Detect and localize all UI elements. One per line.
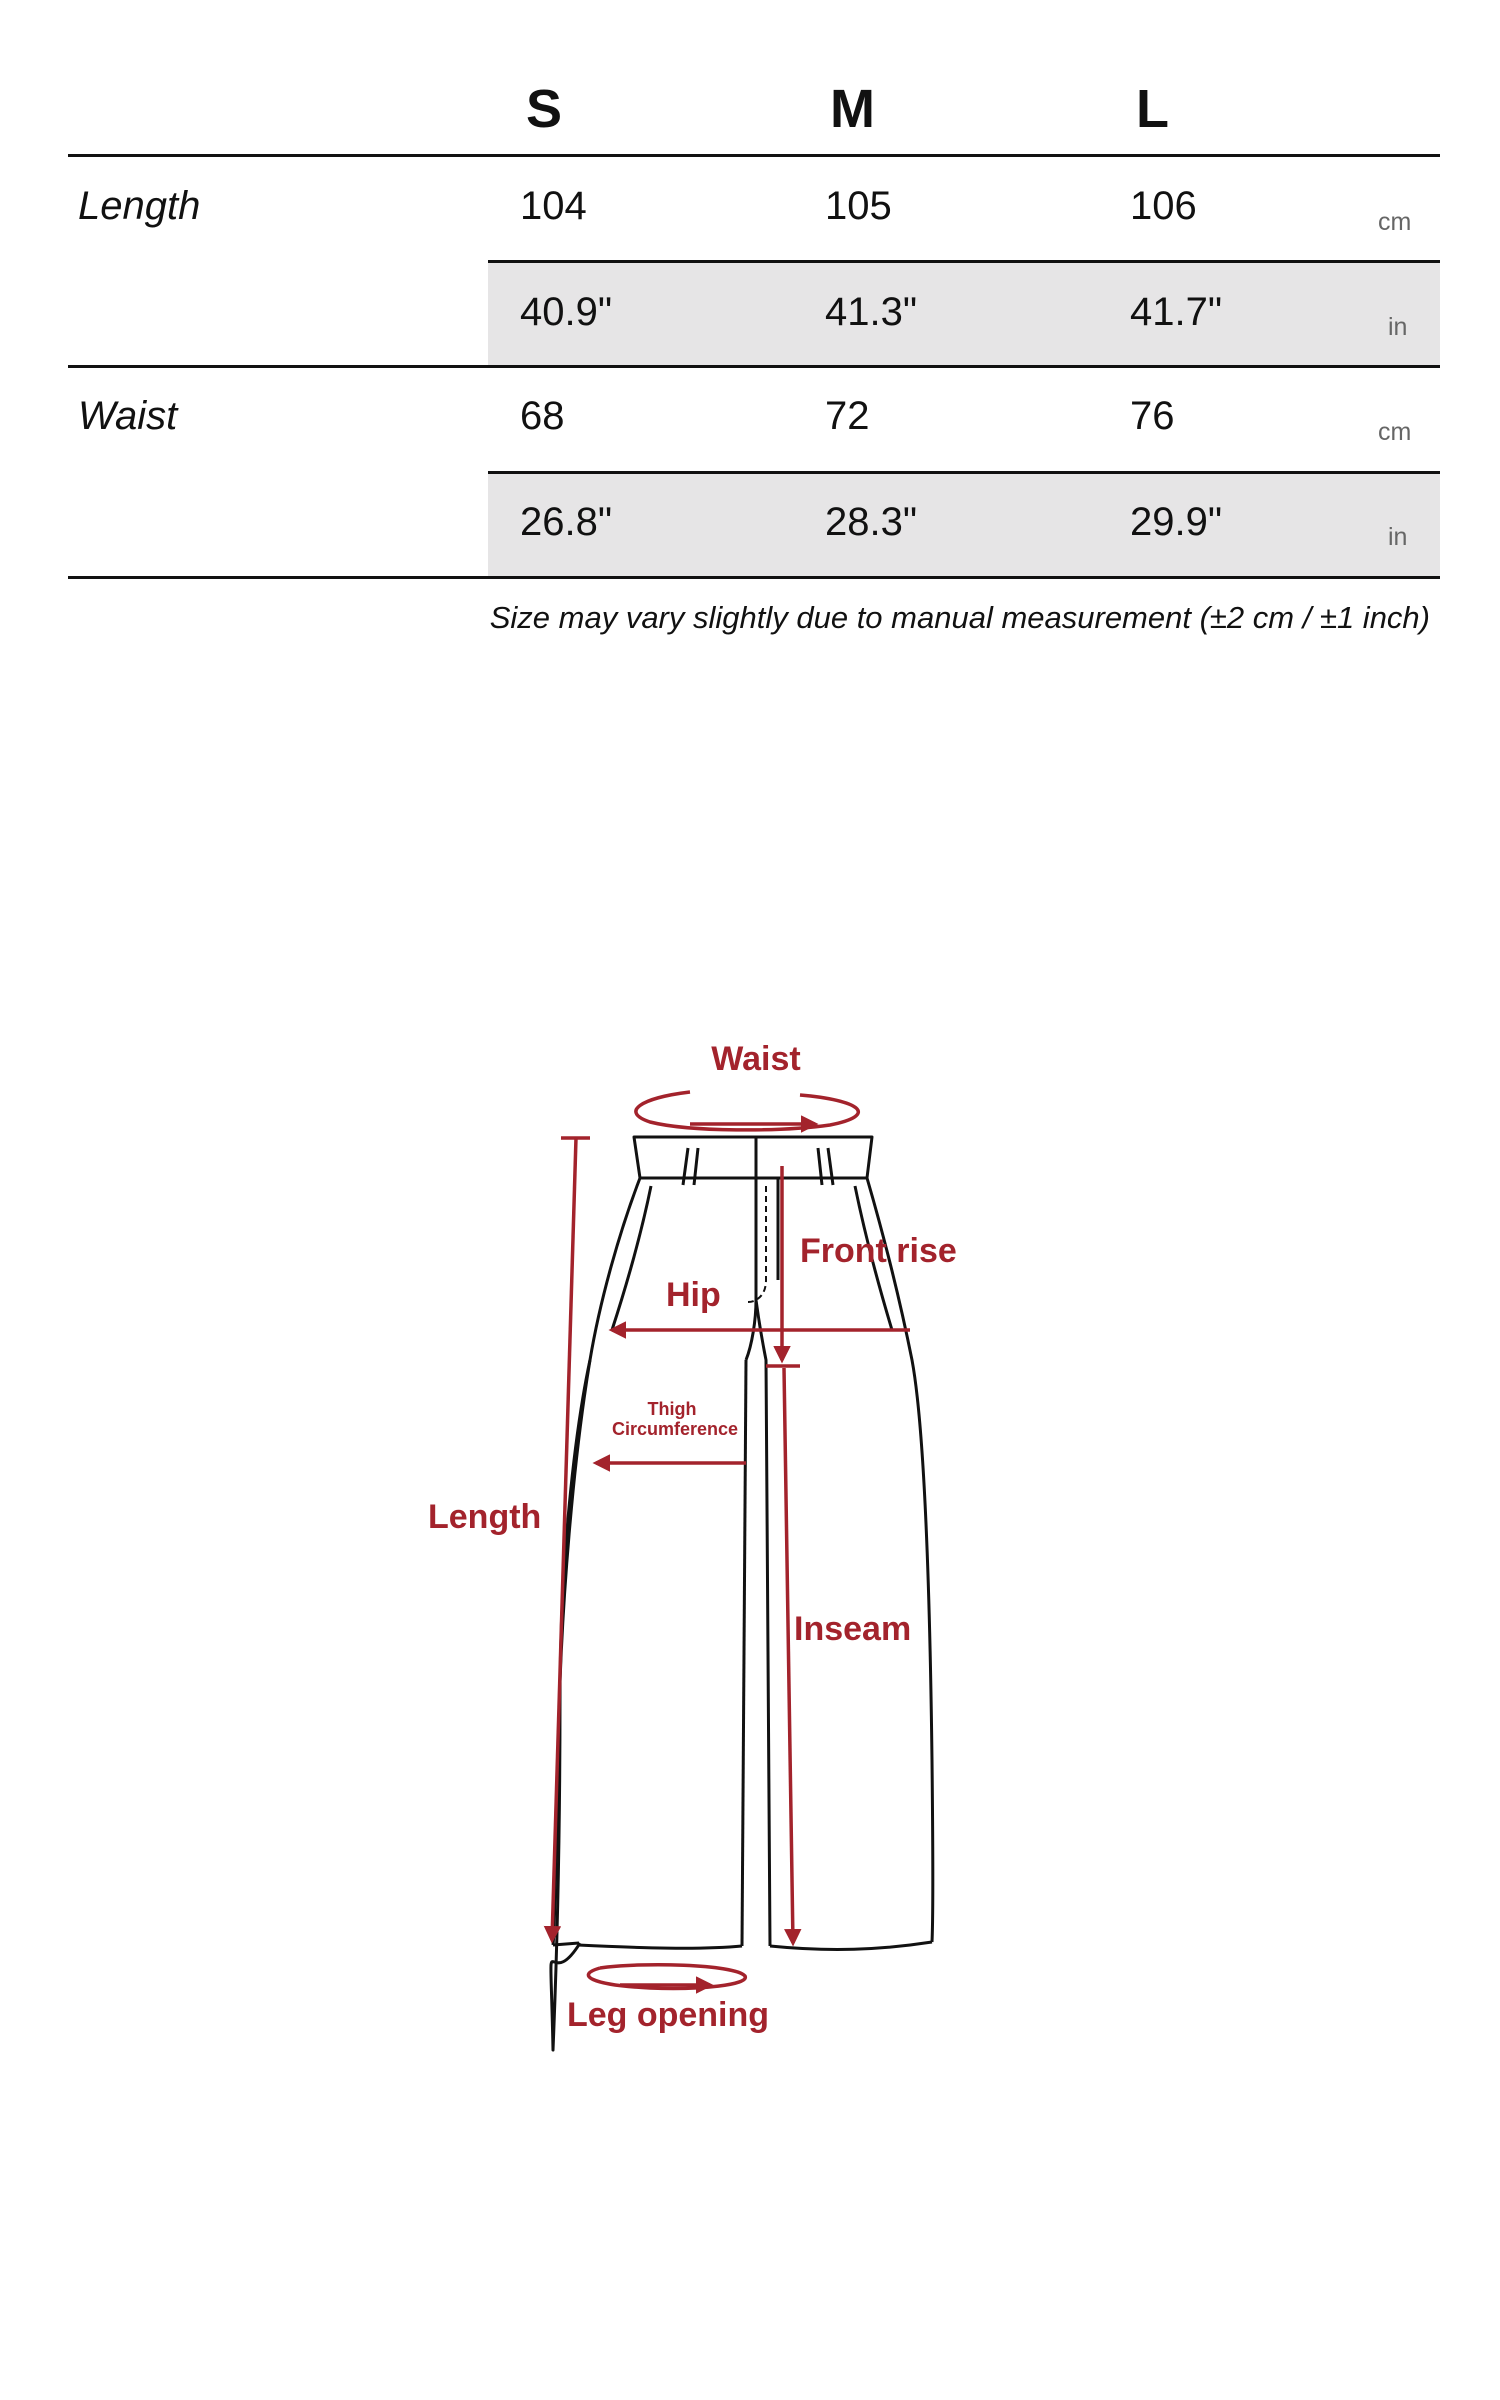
length-cm-m: 105 — [825, 184, 892, 228]
waist-in-l: 29.9" — [1130, 500, 1223, 544]
measurement-arrows — [552, 1092, 910, 1988]
fly-stitch — [748, 1186, 766, 1302]
label-inseam: Inseam — [794, 1610, 912, 1648]
label-length: Length — [428, 1498, 542, 1536]
waist-cm-m: 72 — [825, 394, 870, 438]
row-label-length: Length — [78, 184, 201, 228]
length-cm-s: 104 — [520, 184, 587, 228]
pants-outline — [551, 1137, 933, 2050]
unit-in: in — [1388, 523, 1408, 551]
table-rule — [68, 365, 1440, 368]
length-in-l: 41.7" — [1130, 290, 1223, 334]
waist-cm-l: 76 — [1130, 394, 1175, 438]
waist-cm-s: 68 — [520, 394, 565, 438]
measurement-note: Size may vary slightly due to manual measurement (±2 cm / ±1 inch) — [489, 600, 1430, 635]
size-header-m: M — [830, 79, 875, 139]
label-thigh-1: Thigh — [647, 1399, 697, 1419]
unit-cm: cm — [1378, 208, 1412, 236]
label-waist: Waist — [711, 1040, 801, 1078]
row-label-waist: Waist — [78, 394, 178, 438]
table-rule-top — [68, 154, 1440, 157]
length-in-m: 41.3" — [825, 290, 918, 334]
label-front-rise: Front rise — [800, 1232, 957, 1270]
unit-in: in — [1388, 313, 1408, 341]
length-cm-l: 106 — [1130, 184, 1197, 228]
length-in-s: 40.9" — [520, 290, 613, 334]
label-hip: Hip — [666, 1276, 721, 1314]
waist-in-m: 28.3" — [825, 500, 918, 544]
waist-in-s: 26.8" — [520, 500, 613, 544]
size-header-l: L — [1136, 79, 1169, 139]
size-header-s: S — [526, 79, 563, 139]
inch-row-background — [488, 474, 1440, 576]
inch-row-background — [488, 263, 1440, 365]
unit-cm: cm — [1378, 418, 1412, 446]
label-thigh-2: Circumference — [611, 1419, 739, 1439]
table-rule-bottom — [68, 576, 1440, 579]
label-leg-opening: Leg opening — [566, 1996, 770, 2034]
